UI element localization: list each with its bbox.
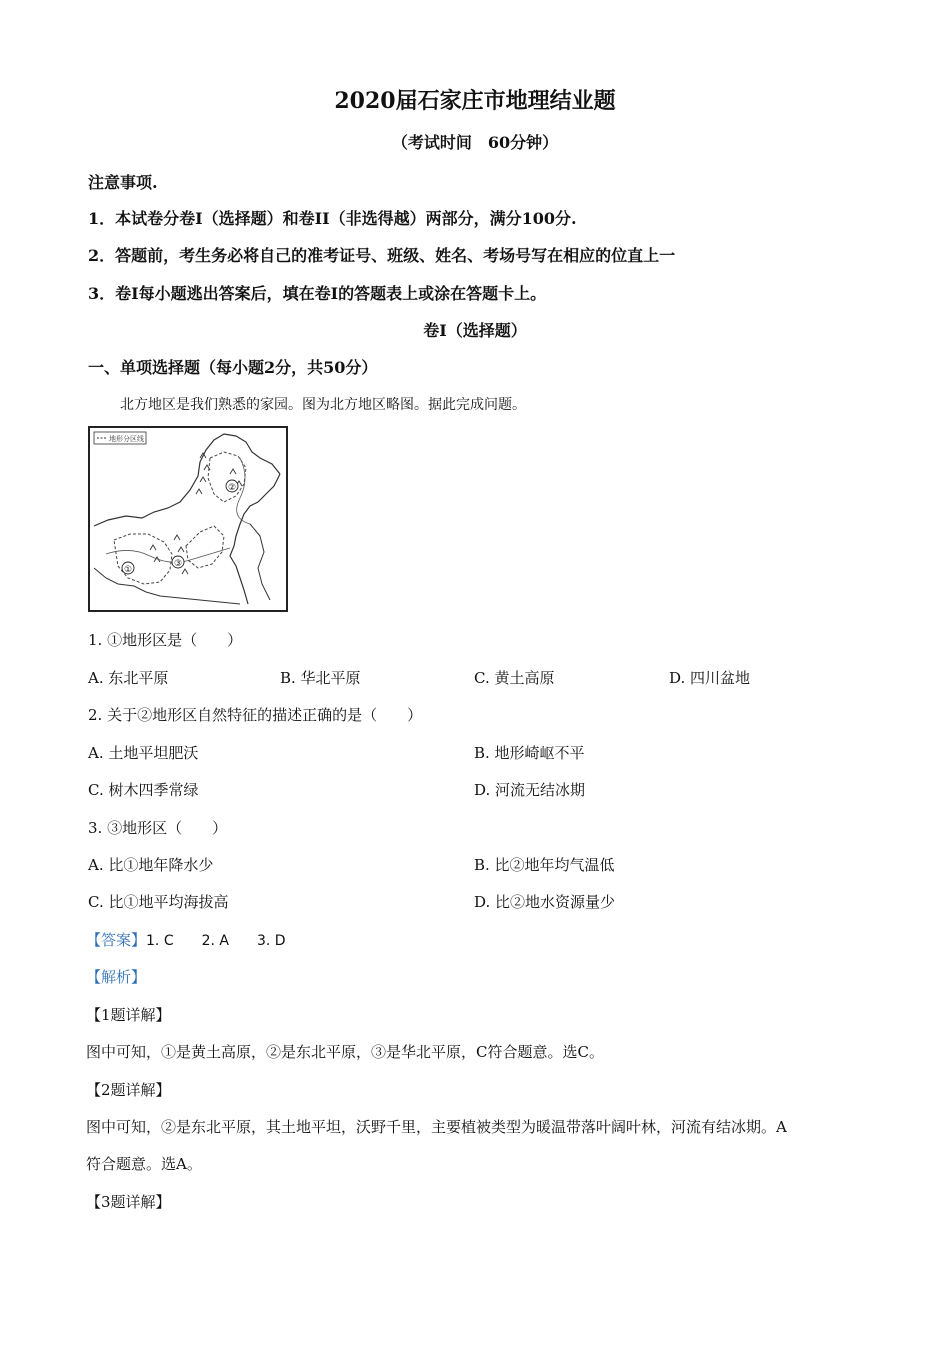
question-1-option-a[interactable]: A. 东北平原	[88, 669, 169, 687]
northern-border	[94, 434, 280, 526]
question-1-option-d[interactable]: D. 四川盆地	[669, 669, 751, 687]
answer-values: 1. C 2. A 3. D	[146, 933, 286, 949]
question-3-option-b[interactable]: B. 比②地年均气温低	[474, 856, 615, 874]
question-1-option-b[interactable]: B. 华北平原	[280, 669, 361, 687]
question-3-option-c[interactable]: C. 比①地平均海拔高	[88, 893, 229, 911]
question-3-option-d[interactable]: D. 比②地水资源量少	[474, 893, 616, 911]
region-3-boundary	[186, 526, 224, 568]
exam-time: （考试时间 60分钟）	[391, 133, 559, 152]
analysis-label: 【解析】	[86, 968, 147, 986]
question-intro: 北方地区是我们熟悉的家园。图为北方地区略图。据此完成问题。	[120, 397, 526, 413]
question-2-option-c[interactable]: C. 树木四季常绿	[88, 781, 199, 799]
marker-1: ①	[124, 565, 133, 575]
question-1-stem: 1. ①地形区是（ ）	[88, 631, 243, 649]
answer-line	[86, 929, 286, 950]
answer-label: 【答案】	[86, 931, 147, 949]
part-title: 一、单项选择题（每小题2分，共50分）	[88, 358, 378, 377]
question-2-option-d[interactable]: D. 河流无结冰期	[474, 781, 586, 799]
detail-3-heading: 【3题详解】	[86, 1193, 171, 1211]
mountain-symbols	[150, 453, 242, 574]
question-2-stem: 2. 关于②地形区自然特征的描述正确的是（ ）	[88, 706, 423, 724]
note-item-1: 1．本试卷分卷Ⅰ（选择题）和卷II（非选得越）两部分，满分100分.	[88, 209, 577, 228]
notes-heading: 注意事项.	[88, 173, 158, 192]
section-title: 卷Ⅰ（选择题）	[423, 321, 527, 340]
peninsula-outline	[250, 524, 270, 600]
marker-2: ②	[228, 483, 237, 493]
north-region-map	[88, 426, 288, 612]
detail-1-heading: 【1题详解】	[86, 1006, 171, 1024]
question-2-option-b[interactable]: B. 地形崎岖不平	[474, 744, 585, 762]
detail-2-text-line-2: 符合题意。选A。	[86, 1155, 202, 1173]
detail-2-text-line-1: 图中可知，②是东北平原，其土地平坦，沃野千里，主要植被类型为暖温带落叶阔叶林，河流有结冰期。A	[86, 1118, 787, 1136]
note-item-2: 2．答题前，考生务必将自己的准考证号、班级、姓名、考场号写在相应的位直上一	[88, 246, 676, 265]
detail-2-heading: 【2题详解】	[86, 1081, 171, 1099]
detail-1-text: 图中可知，①是黄土高原，②是东北平原，③是华北平原，C符合题意。选C。	[86, 1043, 604, 1061]
question-3-stem: 3. ③地形区（ ）	[88, 819, 228, 837]
question-2-option-a[interactable]: A. 土地平坦肥沃	[88, 744, 199, 762]
region-1-boundary	[114, 534, 172, 584]
note-item-3: 3．卷Ⅰ每小题逃出答案后，填在卷Ⅰ的答题表上或涂在答题卡上。	[88, 284, 547, 303]
page-title: 2020届石家庄市地理结业题	[334, 88, 616, 114]
marker-3: ③	[174, 559, 183, 569]
question-3-option-a[interactable]: A. 比①地年降水少	[88, 856, 214, 874]
river-line	[106, 548, 230, 562]
southern-border	[94, 568, 240, 604]
question-1-option-c[interactable]: C. 黄土高原	[474, 669, 555, 687]
map-legend-label: 地形分区线	[109, 435, 144, 443]
